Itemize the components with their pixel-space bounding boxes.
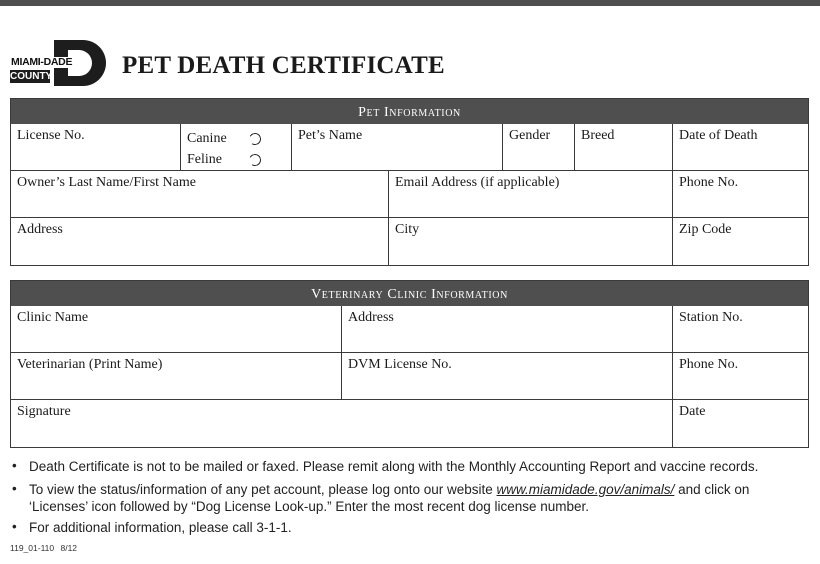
veterinarian-name-field[interactable] bbox=[11, 353, 342, 400]
feline-radio[interactable] bbox=[248, 153, 263, 168]
license-no-label: License No. bbox=[17, 128, 85, 143]
signature-date-field[interactable] bbox=[673, 400, 808, 447]
veterinary-clinic-section bbox=[10, 280, 809, 448]
canine-label: Canine bbox=[187, 131, 227, 146]
date-of-death-field[interactable] bbox=[673, 124, 808, 171]
top-edge-strip bbox=[0, 0, 820, 6]
owner-name-label: Owner’s Last Name/First Name bbox=[17, 175, 196, 190]
clinic-address-label: Address bbox=[348, 310, 394, 325]
clinic-address-field[interactable] bbox=[342, 306, 673, 353]
date-of-death-label: Date of Death bbox=[679, 128, 758, 143]
pets-name-label: Pet’s Name bbox=[298, 128, 363, 143]
pets-name-field[interactable] bbox=[292, 124, 503, 171]
website-link[interactable]: www.miamidade.gov/animals/ bbox=[496, 482, 675, 497]
form-code: 119_01-110 8/12 bbox=[10, 543, 78, 553]
owner-address-label: Address bbox=[17, 222, 63, 237]
owner-name-field[interactable] bbox=[11, 171, 389, 218]
clinic-name-field[interactable] bbox=[11, 306, 342, 353]
gender-label: Gender bbox=[509, 128, 551, 143]
pet-information-section bbox=[10, 98, 809, 266]
bullet-icon: • bbox=[12, 519, 17, 534]
breed-field[interactable] bbox=[575, 124, 673, 171]
dvm-license-label: DVM License No. bbox=[348, 357, 452, 372]
instruction-item bbox=[12, 519, 802, 536]
city-label: City bbox=[395, 222, 420, 237]
instruction-text: To view the status/information of any pet account, please log onto our website www.miamidade.gov/animals/ and click on ‘Licenses’ icon followed by “Dog License Look-up.” Enter the most recent dog license number. bbox=[29, 482, 750, 514]
station-no-field[interactable] bbox=[673, 306, 808, 353]
instruction-item bbox=[12, 481, 802, 515]
email-field[interactable] bbox=[389, 171, 673, 218]
gender-field[interactable] bbox=[503, 124, 575, 171]
canine-radio[interactable] bbox=[248, 132, 263, 147]
dvm-license-field[interactable] bbox=[342, 353, 673, 400]
email-label: Email Address (if applicable) bbox=[395, 175, 560, 190]
zip-code-field[interactable] bbox=[673, 218, 808, 265]
instruction-item bbox=[12, 458, 802, 475]
city-field[interactable] bbox=[389, 218, 673, 265]
pet-information-heading: Pet Information bbox=[11, 99, 808, 124]
logo-county-text: COUNTY bbox=[10, 71, 53, 82]
signature-field[interactable] bbox=[11, 400, 673, 447]
license-no-field[interactable] bbox=[11, 124, 181, 171]
bullet-icon: • bbox=[12, 458, 17, 473]
clinic-name-label: Clinic Name bbox=[17, 310, 89, 325]
instruction-text: For additional information, please call 3-1-1. bbox=[29, 520, 292, 535]
logo-miami-dade-text: MIAMI-DADE bbox=[11, 56, 73, 68]
bullet-icon: • bbox=[12, 481, 17, 496]
page-title: PET DEATH CERTIFICATE bbox=[122, 52, 445, 79]
signature-date-label: Date bbox=[679, 404, 706, 419]
signature-label: Signature bbox=[17, 404, 71, 419]
zip-code-label: Zip Code bbox=[679, 222, 732, 237]
owner-phone-field[interactable] bbox=[673, 171, 808, 218]
feline-label: Feline bbox=[187, 152, 222, 167]
instruction-text: Death Certificate is not to be mailed or faxed. Please remit along with the Monthly Accounting Report and vaccine records. bbox=[29, 459, 759, 474]
owner-address-field[interactable] bbox=[11, 218, 389, 265]
miami-dade-county-logo bbox=[10, 40, 106, 86]
owner-phone-label: Phone No. bbox=[679, 175, 739, 190]
breed-label: Breed bbox=[581, 128, 615, 143]
veterinary-clinic-heading: Veterinary Clinic Information bbox=[11, 281, 808, 306]
station-no-label: Station No. bbox=[679, 310, 743, 325]
clinic-phone-label: Phone No. bbox=[679, 357, 739, 372]
clinic-phone-field[interactable] bbox=[673, 353, 808, 400]
species-field bbox=[181, 124, 292, 171]
veterinarian-name-label: Veterinarian (Print Name) bbox=[17, 357, 163, 372]
